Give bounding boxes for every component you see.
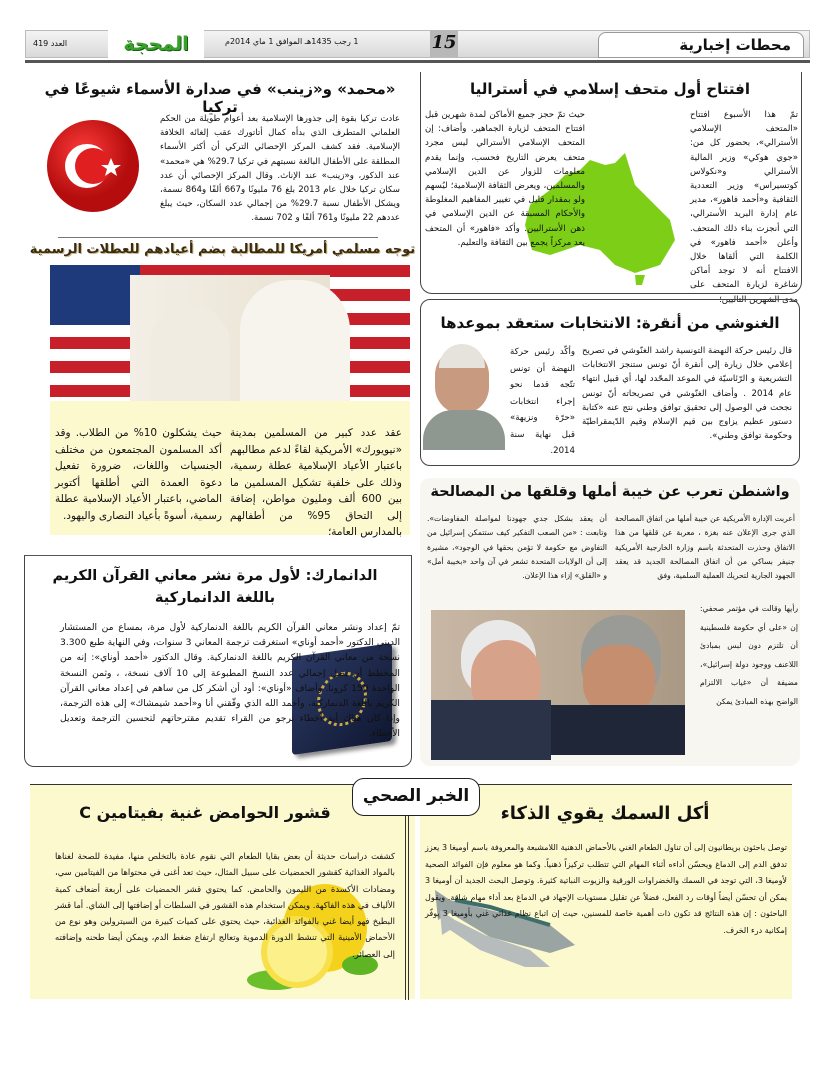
fish-headline: أكل السمك يقوي الذكاء xyxy=(500,803,710,824)
header-divider xyxy=(25,60,810,63)
usa-body-col1: عقد عدد كبير من المسلمين بمدينة «نيويورك» الأمريكية لقاءً لدعم مطالبهم باعتبار الأعياد الإسلامية عطلة رسمية، وذلك على خلفية تشكيل المسلمين ما بين 600 ألف ومليون مواطن، إضافة إلى التحاق 95% من أطفالهم بالمدارس العامة؛ xyxy=(230,427,403,538)
fish-body: توصل باحثون بريطانيون إلى أن تناول الطعام الغني بالأحماض الدهنية اللامشبعة والمعروفة باسم أوميغا 3 يعزز تدفق الدم إلى الدماغ ويحسّن أداءه أثناء المهام التي تتطلب تركيزاً ذهنياً. وكما هو معلوم فإن الفوائد الصحية لأوميغا 3، التي توجد في السمك والخضراوات الورقية والزيوت النباتية كثيرة. وتوصل البحث الجديد أن أوميغا 3 يمكن أن تحسّن أيضاً أوقات رد الفعل، فضلاً عن تقليل مستويات الإجهاد في الدماغ بعد أداء مهام شاقة. ويقول الباحثون : إن هذه النتائج قد تكون ذات أهمية خاصة للمسنين، حيث إن اتباع نظام غذائي غني بأوميغا 3 يوفّر إمكانية درء الخرف. xyxy=(425,843,787,935)
washington-body-col1: أعربت الإدارة الأمريكية عن خيبة أملها من اتفاق المصالحة الذي جرى الإعلان عنه بغزة ، معربة عن قلقها من هذا الاتفاق وحذرت المتحدثة باسم وزارة الخارجية الأمريكية جنيفر بساكي من أن اتفاق المصالحة الجديد قد يعقد الجهود الجارية لتحريك العملية السلمية، وفق xyxy=(615,514,795,581)
washington-body-col2: أن يعقد بشكل جدي جهودنا لمواصلة المفاوضات». وتابعت : «من الصعب التفكير كيف ستتمكن إسرائيل من التفاوض مع حكومة لا تؤمن بحقها في الوجود»، مشيرة إلى أن الولايات المتحدة تشعر في آن واحد «بخيبة أمل» و «القلق» إزاء هذا الإعلان. xyxy=(427,514,607,581)
lemon-body: كشفت دراسات حديثة أن بعض بقايا الطعام التي نقوم عادة بالتخلص منها، مفيدة للصحة لغناها بالمواد الغذائية كقشور الحمضيات على سبيل المثال، حيث تعد أغنى في محتواها من الفيتامين سي، ومضادات الأكسدة من الليمون والحامض. كما يحتوي قشر الحمضيات على أربعة أضعاف كمية الألياف في هذه الفاكهة. ويمكن استخدام هذه القشور في السلطات أو إضافتها إلى الشاي. أما قشر البطيخ فهو أيضا غني بالفوائد الغذائية، حيث يحتوي على كميات كبيرة من السيترولين وهو نوع من الأحماض الأمينية التي تنشط الدورة الدموية وتعالج ارتفاع ضغط الدم، ويمكن أيضا طحنه وإضافته إلى العصائر. xyxy=(55,851,395,959)
newspaper-logo: المحجة xyxy=(108,30,204,58)
washington-body-col3: رأيها وقالت في مؤتمر صحفي: إن «على أي حكومة فلسطينية أن تلتزم دون لبس بمبادئ اللاعنف ووجود دولة إسرائيل»، مضيفة أن «غياب الالتزام الواضح بهذه المبادئ يمكن xyxy=(700,604,798,706)
ghannouchi-body-col1: قال رئيس حركة النهضة التونسية راشد الغنّوشي في تصريح إعلامي خلال زيارة إلى أنقرة أنّ تونس ستنجز الانتخابات التشريعية و الرّئاسيّة في الموعد المحّدد لها، أي قبيل انتهاء عام 2014 . وأضاف الغنّوشي في تصريحاته أنّ تونس نجحت في الوصول إلى تحقيق توافق وطني نتج عنه «كتابة دستور عظيم يزاوج بين قيم الإسلام وقيم الدّيمقراطيّة وحكومة توافق وطني». xyxy=(582,346,792,442)
column-divider xyxy=(405,815,409,1000)
issue-number: العدد 419 xyxy=(33,39,68,48)
muslim-students-photo xyxy=(50,265,410,401)
washington-headline: واشنطن تعرب عن خيبة أملها وقلقها من المصالحة xyxy=(430,484,790,500)
australia-headline: افتتاح أول متحف إسلامي في أستراليا xyxy=(470,80,750,98)
turkey-headline: «محمد» و«زينب» في صدارة الأسماء شيوعًا في تركيا xyxy=(44,80,396,116)
divider xyxy=(58,237,378,238)
health-news-tab: الخبر الصحي xyxy=(352,778,480,816)
denmark-body: تمّ إعداد ونشر معاني القرآن الكريم باللغة الدنماركية لأول مرة، بمساع من المستشار الديني الدكتور «أحمد أوناي» استغرقت ترجمة المعاني 3 سنوات، وفي النهاية طبع 3.300 نسخة من معاني القرآن الكريم باللغة الدنماركية. وقال الدكتور «أحمد أوناي»: إنه من المخطط أن يصل إجمالي عدد النسخ المطبوعة إلى 10 آلاف نسخة، ، وثمن النسخة الواحدة 150 كرونا. وأضاف «أوناي»: أود أن أشكر كل من ساهم في إعداد معاني القرآن الكريم باللغة الدنماركية، وأحمد الله الذي وفّقني أنا و«أحمد شيمشاك» إلى هذه الترجمة، وإذا كان هناك أية أخطاء نرجو من القراء تقديم مقترحاتهم لتحسين الترجمة وتعديل الأخطاء. xyxy=(60,622,400,740)
turkey-flag-image xyxy=(45,118,141,214)
ghannouchi-photo xyxy=(423,340,505,450)
usa-body-col2: حيث يشكلون 10% من الطلاب. وقد أكد المسلمون المجتمعون من مختلف الجنسيات واللغات، ضرورة تفعيل دعوة العمدة التي أطلقها أكتوبر الماضي، باعتبار الأعياد الإسلامية عطلة رسمية، أسوةً بأعياد النصارى واليهود. xyxy=(55,427,222,522)
australia-body-col1: تمّ هذا الأسبوع افتتاح «المتحف الإسلامي الأسترالي»، بحضور كل من: «جوي هوكي» وزير المالية الأسترالي و«نكولاس كوتسيراس» وزير التعددية الثقافية و«أحمد فاهور»، مدير عام إدارة البريد الأسترالي، التي أنجزت بناء ذلك المتحف. وأعلن «أحمد فاهور» في الكلمة التي ألقاها خلال الافتتاح أنه لا توجد أماكن شاغرة لزيارة المتحف على مدى الشهرين التاليين؛ xyxy=(690,110,798,305)
reconciliation-photo xyxy=(431,610,685,753)
issue-date: 1 رجب 1435هـ الموافق 1 ماي 2014م xyxy=(225,37,359,46)
section-title: محطات إخبارية xyxy=(598,32,804,58)
lemon-headline: قشور الحوامض غنية بفيتامين C xyxy=(79,803,331,822)
denmark-headline: الدانمارك: لأول مرة نشر معاني القرآن الكريم باللغة الدانماركية xyxy=(52,568,378,606)
ghannouchi-headline: الغنوشي من أنقرة: الانتخابات ستعقد بموعدها xyxy=(440,314,780,332)
australia-body-col2: حيث تمّ حجز جميع الأماكن لمدة شهرين قبل افتتاح المتحف لزيارة الجماهير. وأضاف: إن المتحف الإسلامي الأسترالي ليس مجرد متحف يعرض التاريخ فحسب، وإنما يقدم معلومات للزوار عن الدين الإسلامي والمسلمين، ويعرض الثقافة الإسلامية؛ ليُسهم ولو بمقدار قليل في تغيير المفاهيم المغلوطة والأحكام المسبقة عن الدين الإسلامي في ذهن الأستراليين. وأكد «فاهور» أن المتحف يعد مركزاً يجمع بين الثقافة والتعليم. xyxy=(425,110,585,248)
page-number: 15 xyxy=(430,30,458,57)
ghannouchi-body-col2: وأكّد رئيس حركة النهضة أن تونس تتّجه قدما نحو إجراء انتخابات «حرّة ونزيهة» قبل نهاية سنة 2014. xyxy=(510,347,575,456)
turkey-body: عادت تركيا بقوة إلى جذورها الإسلامية بعد أعوام طويلة من الحكم العلماني المتطرف الذي بدأه كمال أتاتورك عقب إلغائه الخلافة الإسلامية. فقد كشف المركز الإحصائي التركي أن أكثر الأسماء المطلقة على الأطفال البالغة نسبتهم في تركيا 29.7% هي «محمد» عند الذكور، و«زينب» عند الإناث. وقال المركز الإحصائي أن عدد سكان تركيا خلال عام 2013 بلغ 76 مليونًا و667 ألفًا و864 نسمة، ويشكل الأطفال نسبة 29.7% من إجمالي عدد السكان، حيث يبلغ عددهم 22 مليونًا و761 ألفًا و 702 نسمة. xyxy=(160,114,400,224)
usa-headline: توجه مسلمي أمريكا للمطالبة بضم أعيادهم للعطلات الرسمية xyxy=(29,242,416,257)
